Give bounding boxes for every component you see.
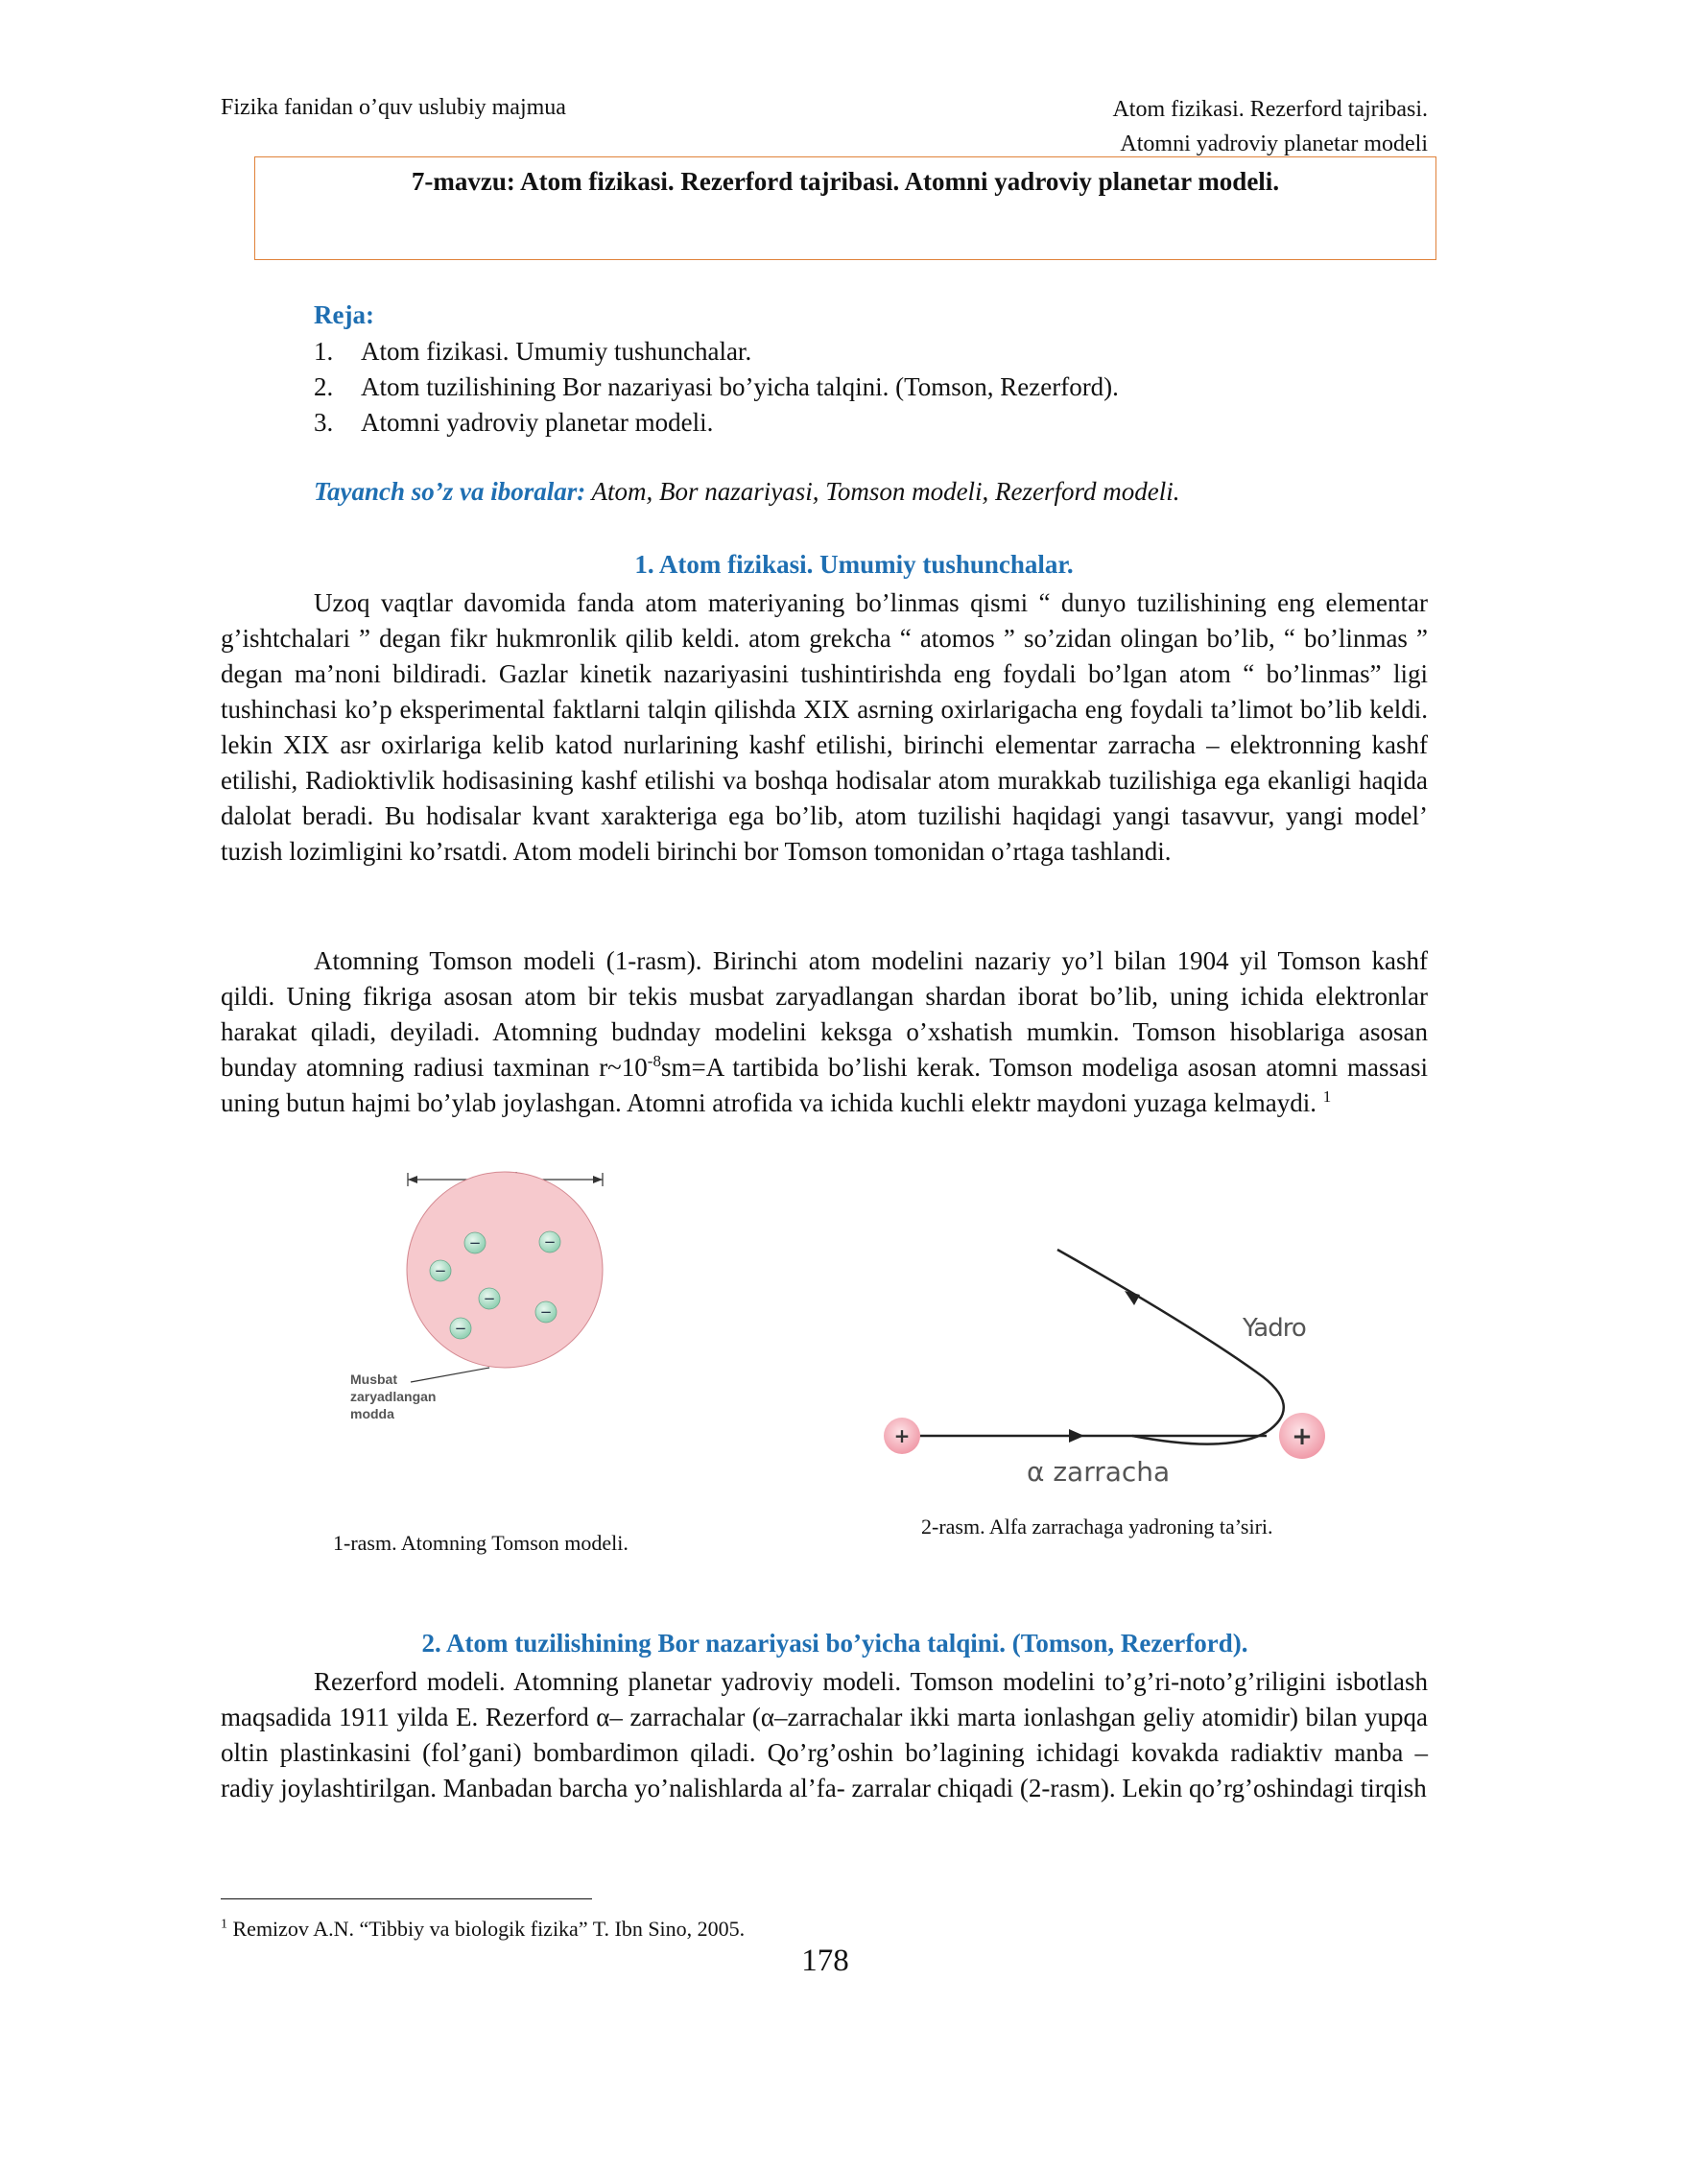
footnote bbox=[221, 1917, 745, 1942]
nucleus-label: Yadro bbox=[1243, 1314, 1306, 1343]
plan-item bbox=[314, 370, 1119, 405]
section-1-heading: 1. Atom fizikasi. Umumiy tushunchalar. bbox=[634, 550, 1074, 579]
section-2-heading: 2. Atom tuzilishining Bor nazariyasi bo’yicha talqini. (Tomson, Rezerford). bbox=[421, 1629, 1248, 1658]
keywords-text: Atom, Bor nazariyasi, Tomson modeli, Rezerford modeli. bbox=[585, 477, 1180, 506]
label-leader-line bbox=[411, 1368, 489, 1382]
plan-item-number: 3. bbox=[314, 408, 334, 437]
running-header-left: Fizika fanidan o’quv uslubiy majmua bbox=[221, 95, 566, 120]
exponent: -8 bbox=[647, 1052, 661, 1070]
svg-text:−: − bbox=[543, 1233, 557, 1251]
plan-title: Reja: bbox=[314, 300, 374, 329]
figure-1-label: Musbat zaryadlangan modda bbox=[350, 1372, 437, 1421]
electron bbox=[430, 1260, 451, 1281]
footnote-mark: 1 bbox=[221, 1917, 227, 1932]
plan-item bbox=[314, 334, 1119, 370]
svg-text:−: − bbox=[539, 1303, 553, 1321]
electron bbox=[535, 1301, 557, 1323]
section-2-paragraph: Rezerford modeli. Atomning planetar yadroviy modeli. Tomson modelini to’g’ri-noto’g’riligini isbotlash maqsadida 1911 yilda E. Rezerford α– zarrachalar (α–zarrachalar ikki marta ionlashgan geliy atomidir) bilan yupqa oltin plastinkasini (fol’gani) bombardimon qiladi. Qo’rg’oshin bo’lagining ichidagi kovakda radiaktiv manba – radiy joylashtirilgan. Manbadan barcha yo’nalishlarda al’fa- zarralar chiqadi (2-rasm). Lekin qo’rg’oshindagi tirqish bbox=[221, 1667, 1428, 1802]
plan-item-number: 1. bbox=[314, 337, 334, 366]
running-header-right bbox=[1112, 92, 1428, 161]
running-header-right-line1: Atom fizikasi. Rezerford tajribasi. bbox=[1112, 97, 1428, 122]
paragraph-text: Atomning Tomson modeli (1-rasm). Birinchi atom modelini nazariy yo’l bilan 1904 yil Tomson kashf qildi. Uning fikriga asosan atom bir tekis musbat zaryadlangan shardan iborat bo’lib, uning ichida elektronlar harakat qiladi, deyiladi. Atomning budnday modelini keksga o’xshatish mumkin. Tomson hisoblariga asosan bunday atomning radiusi taxminan r~10 bbox=[221, 946, 1428, 1082]
arrowhead-icon bbox=[1125, 1291, 1140, 1305]
figure-thomson-atom bbox=[341, 1161, 629, 1449]
plan-list bbox=[314, 334, 1119, 441]
arrowhead-icon bbox=[408, 1176, 417, 1183]
plan-item bbox=[314, 405, 1119, 441]
plus-sign: + bbox=[1292, 1422, 1313, 1451]
plan-item-text: Atom tuzilishining Bor nazariyasi bo’yicha talqini. (Tomson, Rezerford). bbox=[361, 372, 1119, 401]
footnote-text: Remizov A.N. “Tibbiy va biologik fizika” T. Ibn Sino, 2005. bbox=[227, 1917, 746, 1941]
arrowhead-icon bbox=[1069, 1429, 1084, 1443]
section-1-paragraph-2 bbox=[221, 943, 1428, 1121]
running-header-right-line2: Atomni yadroviy planetar modeli bbox=[1120, 131, 1428, 156]
plan-item-text: Atomni yadroviy planetar modeli. bbox=[361, 408, 714, 437]
svg-text:−: − bbox=[468, 1234, 482, 1252]
electron bbox=[464, 1232, 486, 1253]
section-1-paragraph-1: Uzoq vaqtlar davomida fanda atom materiyaning bo’linmas qismi “ dunyo tuzilishining eng elementar g’ishtchalari ” degan fikr hukmronlik qilib keldi. atom grekcha “ atomos ” so’zidan olingan bo’lib, “ bo’linmas ” degan ma’noni bildiradi. Gazlar kinetik nazariyasini tushintirishda eng foydali bo’lgan atom “ bo’linmas” ligi tushinchasi ko’p eksperimental faktlarni talqin qilishda XIX asrning oxirlarigacha eng foydali ta’limot bo’lib keldi. lekin XIX asr oxirlariga kelib katod nurlarining kashf etilishi, birinchi elementar zarracha – elektronning kashf etilishi, Radioktivlik hodisasining kashf etilishi va boshqa hodisalar atom murakkab tuzilishiga ega ekanligi haqida dalolat beradi. Bu hodisalar kvant xarakteriga ega bo’lib, atom tuzilishi haqidagi yangi tasavvur, yangi model’ tuzish lozimligini ko’rsatdi. Atom modeli birinchi bor Tomson tomonidan o’rtaga tashlandi. bbox=[221, 588, 1428, 866]
svg-text:−: − bbox=[483, 1290, 496, 1307]
svg-text:−: − bbox=[434, 1262, 447, 1279]
arrowhead-icon bbox=[593, 1176, 603, 1183]
keywords-line bbox=[314, 477, 1180, 507]
electron bbox=[450, 1318, 471, 1339]
plan-item-text: Atom fizikasi. Umumiy tushunchalar. bbox=[361, 337, 752, 366]
svg-text:−: − bbox=[454, 1320, 467, 1337]
footnote-reference: 1 bbox=[1322, 1087, 1332, 1106]
footnote-rule bbox=[221, 1898, 592, 1899]
figure-alpha-scattering bbox=[844, 1219, 1401, 1488]
deflected-trajectory bbox=[1057, 1250, 1284, 1444]
electron bbox=[479, 1288, 500, 1309]
electron bbox=[539, 1231, 560, 1252]
plus-sign: + bbox=[893, 1424, 911, 1447]
keywords-label: Tayanch so’z va iboralar: bbox=[314, 477, 586, 506]
paragraph-text: sm=A tartibida bo’lishi kerak. Tomson modeliga asosan atomni massasi uning butun hajmi bo’ylab joylashgan. Atomni atrofida va ichida kuchli elektr maydoni yuzaga kelmaydi. bbox=[221, 1053, 1428, 1117]
topic-box bbox=[254, 156, 1436, 260]
page-number: 178 bbox=[801, 1944, 849, 1978]
plan-item-number: 2. bbox=[314, 372, 334, 401]
topic-title: 7-mavzu: Atom fizikasi. Rezerford tajribasi. Atomni yadroviy planetar modeli. bbox=[411, 167, 1280, 196]
figure-2-caption: 2-rasm. Alfa zarrachaga yadroning ta’siri. bbox=[921, 1515, 1273, 1539]
figure-1-caption: 1-rasm. Atomning Tomson modeli. bbox=[333, 1531, 629, 1555]
alpha-particle-label: α zarracha bbox=[1027, 1456, 1171, 1488]
